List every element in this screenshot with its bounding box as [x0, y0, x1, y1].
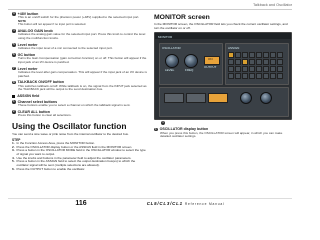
- freq-knob[interactable]: [184, 54, 198, 68]
- callout-number: 1: [162, 121, 164, 125]
- monitor-screen-desc: In the MONITOR screen, the OSCILLATOR field lets you check the current oscillator settings, and turn the oscillator on or off.: [154, 22, 288, 30]
- item-desc: Press this button to clear all selections.: [18, 112, 72, 117]
- item-title: CLEAR ALL button: [17, 109, 50, 114]
- callout-number: 4: [13, 29, 15, 33]
- oscillator-display-button[interactable]: OSCILLATOR: [162, 45, 181, 50]
- step-item: 6. Press the OUTPUT button to enable the oscillator.: [12, 166, 86, 171]
- section-title: Using the Oscillator function: [12, 120, 127, 131]
- screen-button[interactable]: [186, 93, 206, 103]
- screen-button[interactable]: [208, 93, 228, 103]
- step-label: STEP: [12, 137, 21, 142]
- item-level-meter: [12, 43, 148, 51]
- right-column: [154, 12, 292, 141]
- assign-field-heading: ASSIGN field: [12, 94, 148, 98]
- left-column: [12, 12, 148, 172]
- section-intro: You can send a sine wave or pink noise from the internal oscillator to the desired bus.: [12, 131, 129, 136]
- screen-button[interactable]: [164, 93, 184, 103]
- item-desc: Indicates the level after gain compensation. This will appear if the input jack of an I/O device is patched.: [18, 69, 147, 78]
- item-48v: [12, 12, 148, 27]
- oscillator-panel: OSCILLATOR LEVEL FREQ OUTPUT ON: [159, 43, 223, 85]
- item-title: +48V button: [17, 12, 39, 16]
- callout-number: 1: [13, 99, 15, 103]
- callout-number: 6: [13, 53, 15, 57]
- screen-knob[interactable]: [260, 92, 272, 104]
- item-analog-gain: [12, 29, 148, 41]
- brand-logo: CL5/CL3/CL1 Reference Manual: [146, 201, 225, 206]
- screen-knob[interactable]: [240, 92, 252, 104]
- step-item: 4. Use the knobs and buttons in the parameter field to adjust the oscillator parameters.: [12, 155, 132, 160]
- item-oscillator-display: [154, 127, 292, 139]
- monitor-screen-figure: [154, 32, 292, 125]
- monitor-screen-title: MONITOR screen: [154, 14, 210, 21]
- note-text: This button will not appear if no input port is selected.: [18, 22, 87, 27]
- page-footer: [0, 199, 300, 208]
- item-title: Channel select buttons: [17, 99, 58, 104]
- item-desc: When you press this button, the OSCILLATOR screen will appear, in which you can make detailed oscillator settings.: [160, 130, 283, 139]
- item-title: OSCILLATOR display button: [159, 127, 209, 132]
- item-desc: Indicates the analog gain value for the selected input port. Press this knob to control the level using the multifunction knobs.: [18, 32, 146, 40]
- item-gc: [12, 53, 148, 65]
- channel-select-grid[interactable]: [228, 52, 283, 79]
- item-desc: Indicates the input level of a mic connected to the selected input port.: [18, 45, 113, 50]
- item-title: TALKBACK ON/OFF button: [17, 80, 65, 85]
- item-desc: These buttons enable you to select a channel on which the talkback signal is sent.: [18, 102, 131, 107]
- item-talkback: [12, 80, 148, 92]
- step-item: 1. In the Function Access Area, press the MONITOR button.: [12, 140, 96, 145]
- item-title: Level meter: [17, 42, 38, 47]
- item-clear-all: [12, 110, 148, 118]
- callout-number: 1: [155, 127, 157, 131]
- level-knob[interactable]: [165, 54, 179, 68]
- item-title: ANALOG GAIN knob: [17, 28, 53, 33]
- note-heading: NOTE: [18, 18, 27, 23]
- page-number: 116: [75, 200, 87, 207]
- step-item: 5. Press a button in the ASSIGN field to select the output destination bus(es) to which the oscillator signal will be sent (multiple selections are allowed).: [12, 159, 136, 168]
- item-level-meter-gc: [12, 67, 148, 79]
- item-desc: This switches talkback on/off. While talkback is on, the signal from the INPUT jack selected as the TALKBACK jack will be output to the send destination bus.: [18, 83, 147, 92]
- screen-titlebar: MONITOR: [155, 33, 291, 39]
- callout-number: 7: [13, 66, 15, 70]
- section-label: Talkback and Oscillator: [252, 3, 292, 7]
- square-bullet-icon: [12, 95, 15, 98]
- item-title: Level meter: [17, 66, 38, 71]
- item-desc: This is an on/off switch for the phantom power (+48V) supplied to the selected input port.: [18, 15, 140, 20]
- callout-number: 8: [13, 80, 15, 84]
- header-divider: [8, 9, 292, 10]
- assign-panel: ASSIGN: [225, 43, 289, 85]
- item-title: GC button: [17, 52, 36, 57]
- monitor-lower-panel: [159, 87, 289, 117]
- item-desc: Turns the Gain Compensation (gain correction function) on or off. This button will appear if the input jack of an I/O device is patched.: [18, 56, 147, 64]
- item-channel-select: [12, 100, 148, 108]
- callout-number: 5: [13, 43, 15, 46]
- step-item: 3. Press a button in the OSCILLATOR MODE field in the OSCILLATOR window to select the type of signal you want to output.: [12, 148, 146, 156]
- callout-number: 3: [13, 12, 15, 16]
- step-item: 2. Press the OSCILLATOR display button or the ASSIGN field in the MONITOR screen.: [12, 144, 133, 149]
- callout-number: 2: [13, 110, 15, 114]
